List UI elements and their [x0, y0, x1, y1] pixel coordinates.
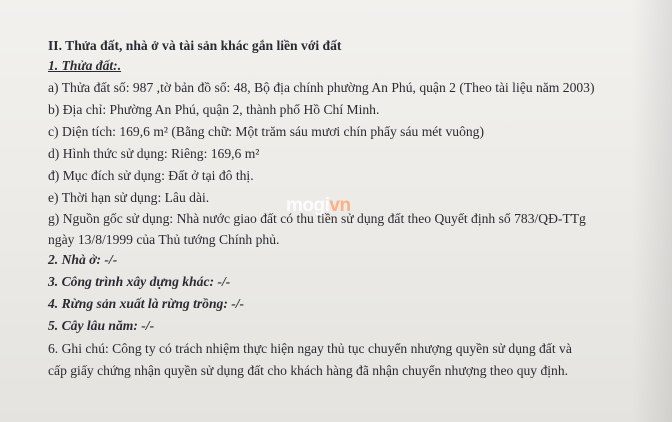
purpose-line: đ) Mục đích sử dụng: Đất ở tại đô thị. — [48, 168, 254, 183]
origin-line-1: g) Nguồn gốc sử dụng: Nhà nước giao đất có thu tiền sử dụng đất theo Quyết định số 783/QĐ-TTg — [48, 211, 586, 226]
other-works-line: 3. Công trình xây dựng khác: -/- — [48, 274, 231, 289]
usage-form-line: d) Hình thức sử dụng: Riêng: 169,6 m² — [48, 146, 260, 161]
origin-line-2: ngày 13/8/1999 của Thủ tướng Chính phủ. — [48, 232, 280, 247]
area-line: c) Diện tích: 169,6 m² (Bằng chữ: Một trăm sáu mươi chín phẩy sáu mét vuông) — [48, 124, 484, 139]
note-line-1: 6. Ghi chú: Công ty có trách nhiệm thực hiện ngay thủ tục chuyển nhượng quyền sử dụng đất và — [48, 341, 572, 356]
perennial-line: 5. Cây lâu năm: -/- — [48, 318, 155, 333]
note-line-2: cấp giấy chứng nhận quyền sử dụng đất cho khách hàng đã nhận chuyển nhượng theo quy định. — [48, 363, 569, 378]
item-1-heading: 1. Thửa đất:. — [48, 58, 122, 73]
section-title: II. Thửa đất, nhà ở và tài sản khác gắn liền với đất — [48, 38, 342, 53]
parcel-line: a) Thửa đất số: 987 ,tờ bản đồ số: 48, Bộ địa chính phường An Phú, quận 2 (Theo tài liệu năm 2003) — [48, 80, 595, 95]
watermark-logo: mogivn — [286, 195, 351, 216]
forest-line: 4. Rừng sản xuất là rừng trồng: -/- — [48, 296, 245, 311]
term-line: e) Thời hạn sử dụng: Lâu dài. — [48, 190, 210, 205]
house-line: 2. Nhà ở: -/- — [48, 252, 118, 267]
page-shadow — [632, 0, 672, 422]
address-line: b) Địa chỉ: Phường An Phú, quận 2, thành phố Hồ Chí Minh. — [48, 102, 380, 117]
